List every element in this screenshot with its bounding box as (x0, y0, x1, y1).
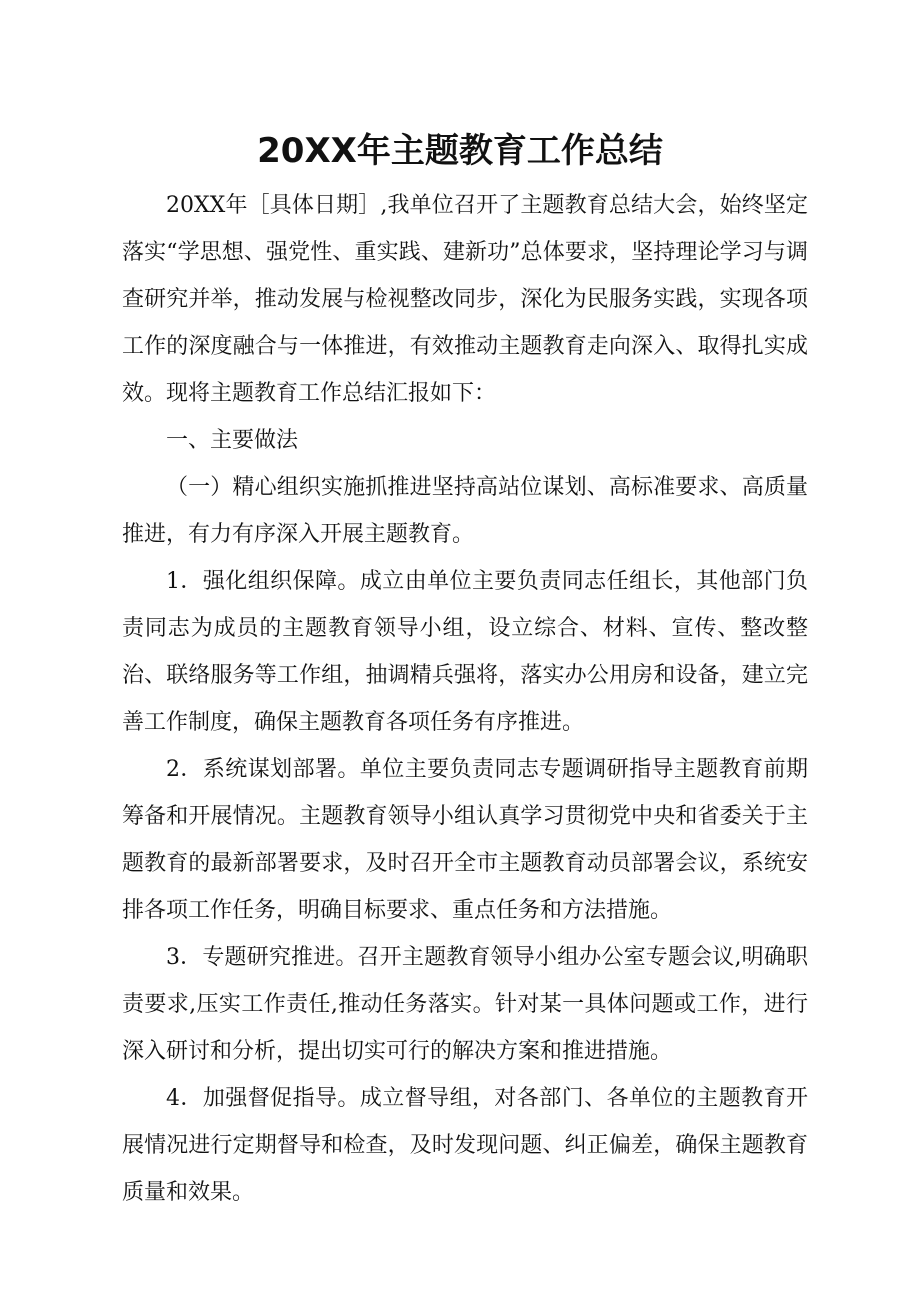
document-title: 20XX年主题教育工作总结 (257, 131, 663, 171)
intro-paragraph: 20XX年［具体日期］,我单位召开了主题教育总结大会，始终坚定落实“学思想、强党性、重实践、建新功”总体要求，坚持理论学习与调查研究并举，推动发展与检视整改同步，深化为民服务实践，实现各项工作的深度融合与一体推进，有效推动主题教育走向深入、取得扎实成效。现将主题教育工作总结汇报如下： (122, 193, 808, 406)
item-paragraph-2: 2．系统谋划部署。单位主要负责同志专题调研指导主题教育前期筹备和开展情况。主题教育领导小组认真学习贯彻党中央和省委关于主题教育的最新部署要求，及时召开全市主题教育动员部署会议，系统安排各项工作任务，明确目标要求、重点任务和方法措施。 (122, 757, 808, 923)
item-paragraph-4: 4．加强督促指导。成立督导组，对各部门、各单位的主题教育开展情况进行定期督导和检查，及时发现问题、纠正偏差，确保主题教育质量和效果。 (122, 1086, 808, 1205)
item-paragraph-3: 3．专题研究推进。召开主题教育领导小组办公室专题会议,明确职责要求,压实工作责任,推动任务落实。针对某一具体问题或工作，进行深入研讨和分析，提出切实可行的解决方案和推进措施。 (122, 945, 808, 1064)
subsection-heading-organization: （一）精心组织实施抓推进坚持高站位谋划、高标准要求、高质量推进，有力有序深入开展主题教育。 (122, 475, 808, 547)
item-paragraph-1: 1．强化组织保障。成立由单位主要负责同志任组长，其他部门负责同志为成员的主题教育领导小组，设立综合、材料、宣传、整改整治、联络服务等工作组，抽调精兵强将，落实办公用房和设备，建立完善工作制度，确保主题教育各项任务有序推进。 (122, 569, 808, 735)
section-heading-main-practices: 一、主要做法 (166, 428, 299, 453)
document-body (122, 182, 808, 1216)
